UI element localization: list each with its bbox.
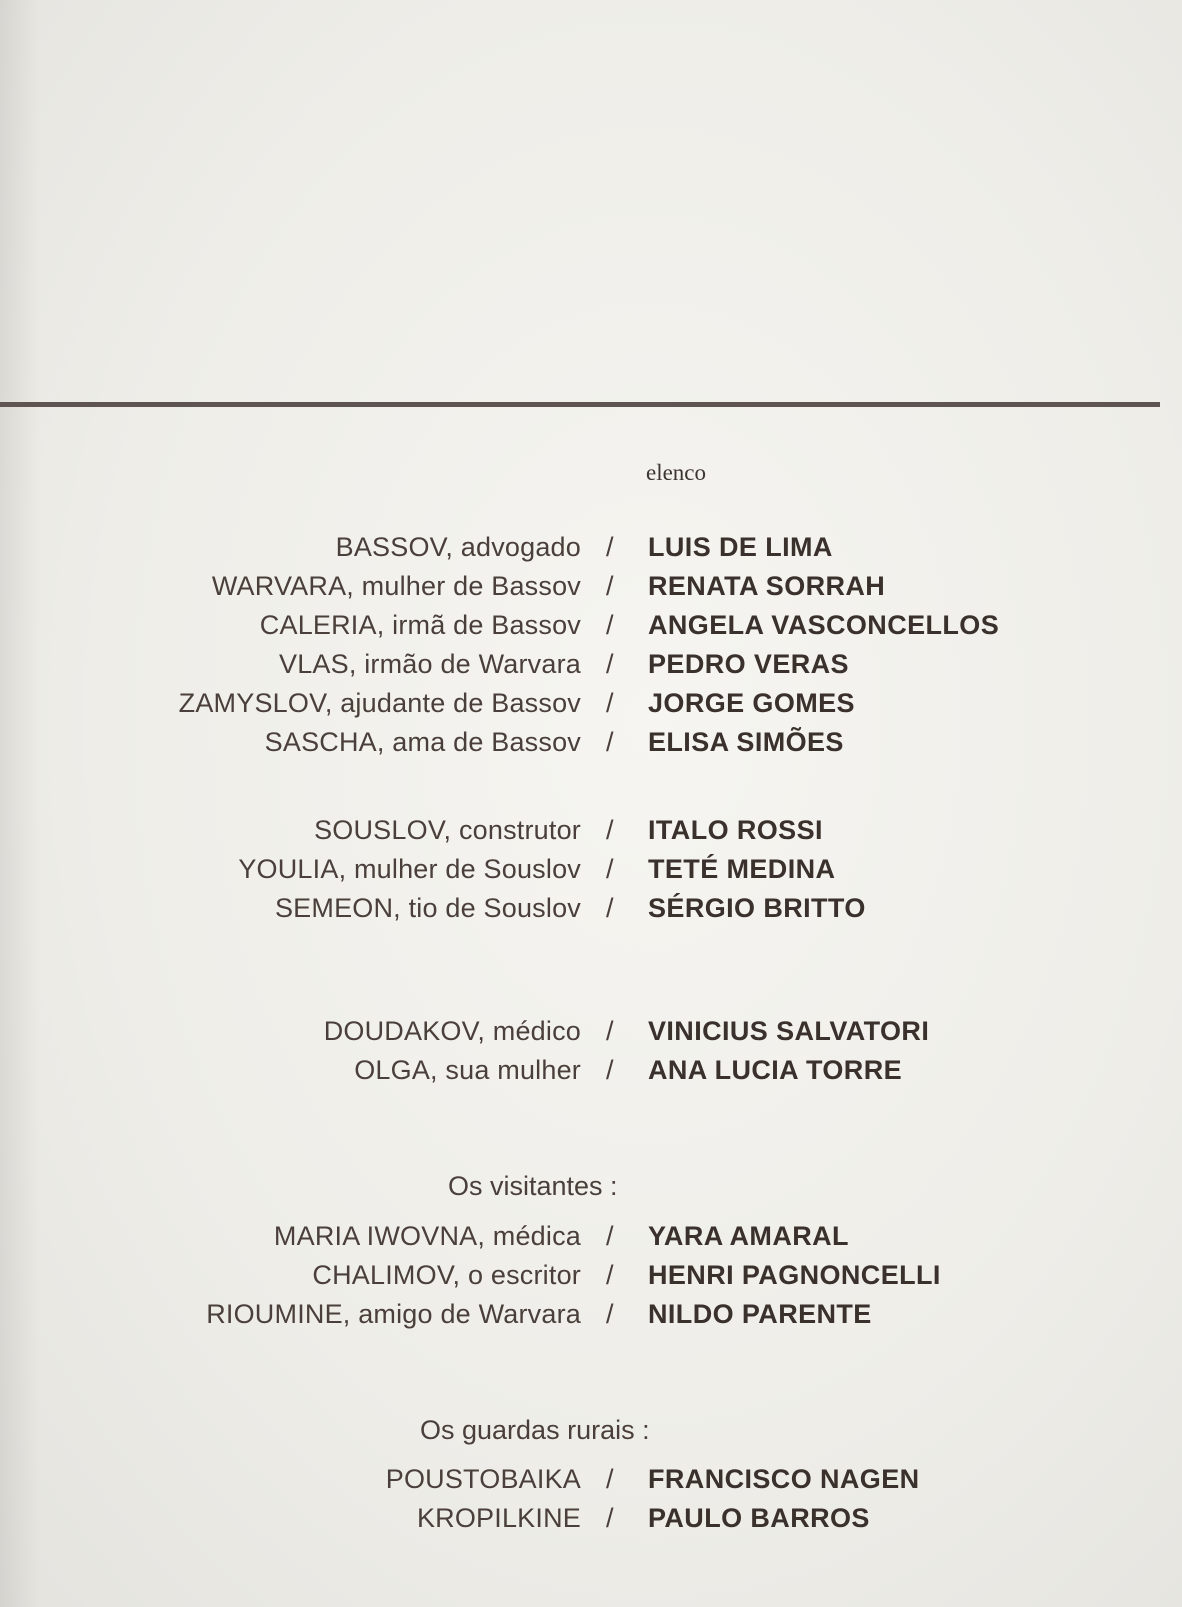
separator: / [606,1464,614,1494]
role-name: BASSOV, advogado [335,532,581,562]
cast-row [0,1464,1182,1502]
separator: / [606,1503,614,1533]
role-name: YOULIA, mulher de Souslov [238,854,581,884]
actor-name: VINICIUS SALVATORI [648,1016,930,1046]
actor-name: ANGELA VASCONCELLOS [648,610,1000,640]
cast-row [0,1260,1182,1298]
separator: / [606,688,614,718]
role-name: VLAS, irmão de Warvara [278,649,581,679]
page-shadow [0,0,40,1607]
separator: / [606,649,614,679]
actor-name: JORGE GOMES [648,688,855,718]
bleed-through-decoration [150,40,169,120]
role-name: OLGA, sua mulher [354,1055,581,1085]
actor-name: ANA LUCIA TORRE [648,1055,902,1085]
actor-name: YARA AMARAL [648,1221,849,1251]
horizontal-rule [0,402,1160,407]
separator: / [606,610,614,640]
cast-row [0,1503,1182,1541]
actor-name: SÉRGIO BRITTO [648,893,866,923]
actor-name: ITALO ROSSI [648,815,823,845]
role-name: WARVARA, mulher de Bassov [211,571,581,601]
cast-row [0,688,1182,726]
cast-row [0,571,1182,609]
separator: / [606,571,614,601]
group-label-text: Os visitantes : [448,1171,618,1201]
actor-name: PAULO BARROS [648,1503,870,1533]
actor-name: ELISA SIMÕES [648,727,844,757]
separator: / [606,893,614,923]
cast-row [0,610,1182,648]
role-name: RIOUMINE, amigo de Warvara [206,1299,581,1329]
cast-row [0,727,1182,765]
role-name: CALERIA, irmã de Bassov [259,610,581,640]
role-name: POUSTOBAIKA [385,1464,581,1494]
separator: / [606,1260,614,1290]
separator: / [606,532,614,562]
cast-heading: elenco [646,460,707,485]
separator: / [606,1221,614,1251]
cast-row [0,854,1182,892]
separator: / [606,1299,614,1329]
role-name: CHALIMOV, o escritor [312,1260,581,1290]
actor-name: FRANCISCO NAGEN [648,1464,920,1494]
cast-row [0,532,1182,570]
cast-row [0,1221,1182,1259]
role-name: KROPILKINE [416,1503,581,1533]
separator: / [606,815,614,845]
cast-row [0,1055,1182,1093]
separator: / [606,1055,614,1085]
separator: / [606,1016,614,1046]
cast-row [0,1016,1182,1054]
separator: / [606,854,614,884]
cast-row [0,815,1182,853]
actor-name: LUIS DE LIMA [648,532,833,562]
cast-row [0,649,1182,687]
cast-row [0,1299,1182,1337]
role-name: SOUSLOV, construtor [314,815,581,845]
actor-name: NILDO PARENTE [648,1299,872,1329]
actor-name: TETÉ MEDINA [648,854,836,884]
role-name: SASCHA, ama de Bassov [264,727,581,757]
cast-row [0,893,1182,931]
actor-name: PEDRO VERAS [648,649,849,679]
actor-name: HENRI PAGNONCELLI [648,1260,941,1290]
group-label-text: Os guardas rurais : [420,1415,650,1445]
role-name: MARIA IWOVNA, médica [273,1221,581,1251]
actor-name: RENATA SORRAH [648,571,886,601]
role-name: DOUDAKOV, médico [323,1016,581,1046]
role-name: SEMEON, tio de Souslov [274,893,581,923]
separator: / [606,727,614,757]
role-name: ZAMYSLOV, ajudante de Bassov [178,688,581,718]
